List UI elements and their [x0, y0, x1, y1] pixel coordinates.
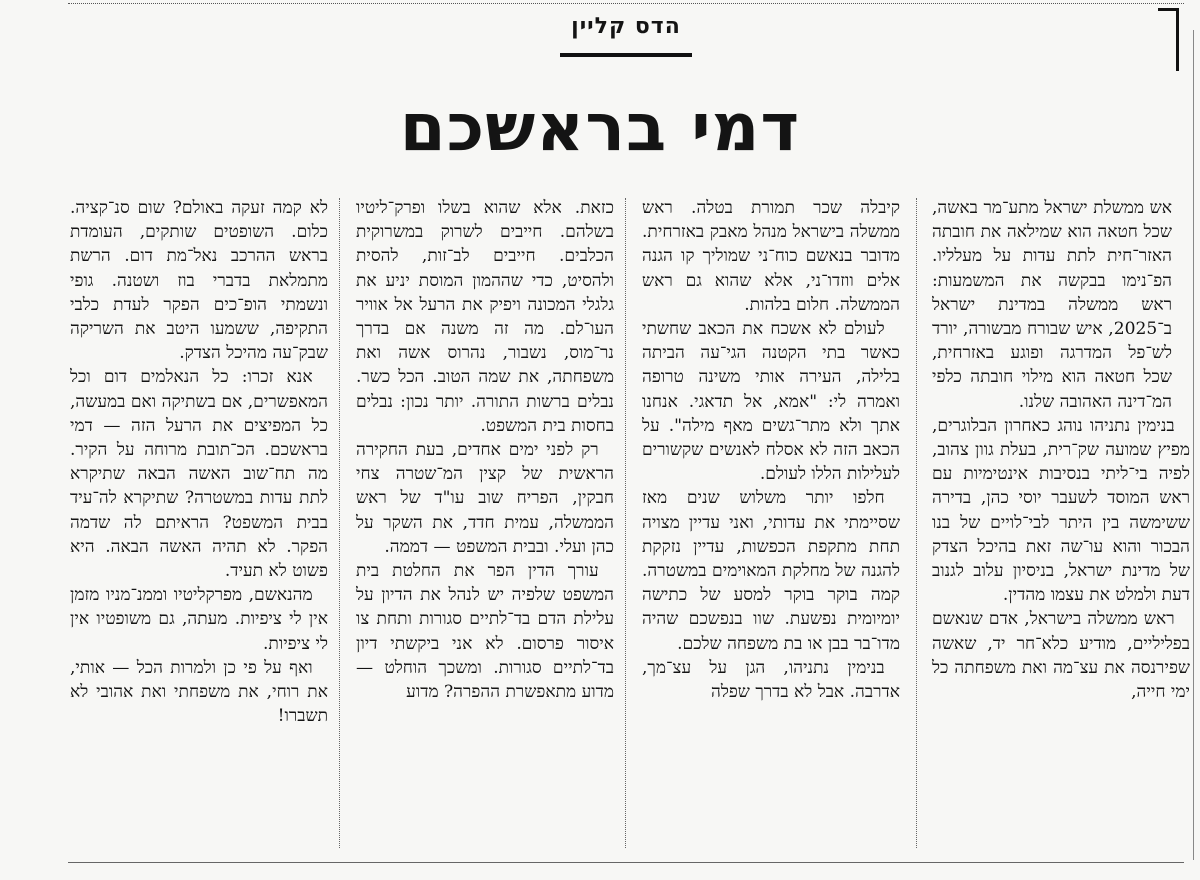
bottom-rule: [68, 862, 1184, 863]
paragraph: ראש ממשלה בישראל, אדם שנאשם בפליליים, מודיע כלא־חר יד, שאשה שפירנסה את עצ־מה ואת משפחתה כל ימי חייה,: [932, 609, 1190, 703]
paragraph: קיבלה שכר תמורת בטלה. ראש ממשלה בישראל מנהל מאבק באזרחית. מדובר בנאשם כוח־ני שמוליך קו הגנה אלים ווזדו־ני, אלא שהוא גם ראש הממשלה. חלום בלהות.: [642, 198, 900, 315]
drop-cap-bracket: [1158, 8, 1179, 71]
top-dotted-rule: [68, 3, 1184, 4]
byline: הדס קליין: [571, 14, 681, 39]
headline: דמי בראשכם: [399, 89, 801, 166]
right-border-rule: [1193, 30, 1194, 860]
paragraph: אנא זכרו: כל הנאלמים דום וכל המאפשרים, אם בשתיקה ואם במעשה, כל המפיצים את הרעל הזה — דמי בראשכם. הכ־תובת מרוחה על הקיר. מה תח־שוב האשה הבאה שתיקרא לתת עדות במשטרה? שתיקרא לה־עיד בבית המשפט? הראיתם לה שדמה הפקר. לא תהיה האשה הבאה. היא פשוט לא תעיד.: [70, 367, 328, 582]
column-divider: [339, 198, 340, 848]
article-column-1: [932, 196, 1190, 856]
paragraph: כזאת. אלא שהוא בשלו ופרק־ליטיו בשלהם. חייבים לשרוק במשרוקית הכלבים. חייבים לב־זות, להסית ולהסיט, כדי שההמון המוסת יניע את גלגלי המכונה ויפיק את הרעל אל אוויר העו־לם. מה זה משנה אם בדרך נר־מוס, נשבור, נהרוס אשה ואת משפחתה, את שמה הטוב. הכל כשר. נבלים ברשות התורה. יותר נכון: נבלים בחסות בית המשפט.: [356, 198, 614, 436]
article-column-4: [70, 196, 328, 856]
paragraph: לא קמה זעקה באולם? שום סנ־קציה. כלום. השופטים שותקים, העומדת בראש ההרכב נאל־מת דום. הרשת מתמלאת בדברי בוז ושטנה. גופי ונשמתי הופ־כים הפקר לעדת כלבי התקיפה, ששמעו היטב את השריקה שבק־עה מהיכל הצדק.: [70, 198, 328, 364]
article-column-3: [356, 196, 614, 856]
byline-underline: [560, 53, 692, 57]
paragraph: מהנאשם, מפרקליטיו וממנ־מניו מזמן אין לי ציפיות. מעתה, גם משופטיו אין לי ציפיות.: [70, 585, 328, 654]
paragraph: לעולם לא אשכח את הכאב שחשתי כאשר בתי הקטנה הגי־עה הביתה בלילה, העירה אותי משינה טרופה ואמרה לי: "אמא, אל תדאגי. אנחנו אתך ולא מתר־גשים מאף מילה". על הכאב הזה לא אסלח לאנשים שקשורים לעלילות הללו לעולם.: [642, 319, 900, 485]
article-column-2: [642, 196, 900, 856]
paragraph: אש ממשלת ישראל מתע־מר באשה, שכל חטאה הוא שמילאה את חובתה האזר־חית לתת עדות על מעלליו. הפ־נימו בבקשה את המשמעות: ראש ממשלה במדינת ישראל ב־2025, איש שבורח מבשורה, יורד לש־פל המדרגה ופוגע באזרחית, שכל חטאה הוא מילוי חובתה כלפי המ־דינה האהובה שלנו.: [932, 198, 1172, 412]
paragraph: ואף על פי כן ולמרות הכל — אותי, את רוחי, את משפחתי ואת אהובי לא תשברו!: [70, 657, 328, 727]
column-divider: [916, 198, 917, 848]
paragraph: בנימין נתניהו, הגן על עצ־מך, אדרבה. אבל לא בדרך שפלה: [642, 657, 900, 703]
paragraph: חלפו יותר משלוש שנים מאז שסיימתי את עדותי, ואני עדיין מצויה תחת מתקפת הכפשות, עדיין נזקקת להגנה של מחלקת המאוימים במשטרה. קמה בוקר בוקר למסע של כתישה יומיומית נפשעת. שוו בנפשכם שהיה מדו־בר בבן או בת משפחה שלכם.: [642, 488, 900, 654]
paragraph: רק לפני ימים אחדים, בעת החקירה הראשית של קצין המ־שטרה צחי חבקין, הפריח שוב עו"ד של ראש הממשלה, עמית חדד, את השקר על כהן ועלי. ובבית המשפט — דממה.: [356, 440, 614, 557]
paragraph: עורך הדין הפר את החלטת בית המשפט שלפיה יש לנהל את הדיון על עלילת הדם בד־לתיים סגורות ותחת צו איסור פרסום. לא אני ביקשתי דיון בד־לתיים סגורות. ומשכך הוחלט — מדוע מתאפשרת ההפרה? מדוע: [356, 561, 614, 703]
column-divider: [625, 198, 626, 848]
paragraph: בנימין נתניהו נוהג כאחרון הבלוגרים, מפיץ שמועה שק־רית, בעלת גוון צהוב, לפיה בי־ליתי בנסיבות אינטימיות עם ראש המוסד לשעבר יוסי כהן, בדירה ששימשה בין היתר לבי־לויים של בנו הבכור והוא עו־שה זאת בהיכל הצדק של מדינת ישראל, בניסיון עלוב לגנוב דעת ולמלט את עצמו מהדין.: [932, 415, 1190, 606]
